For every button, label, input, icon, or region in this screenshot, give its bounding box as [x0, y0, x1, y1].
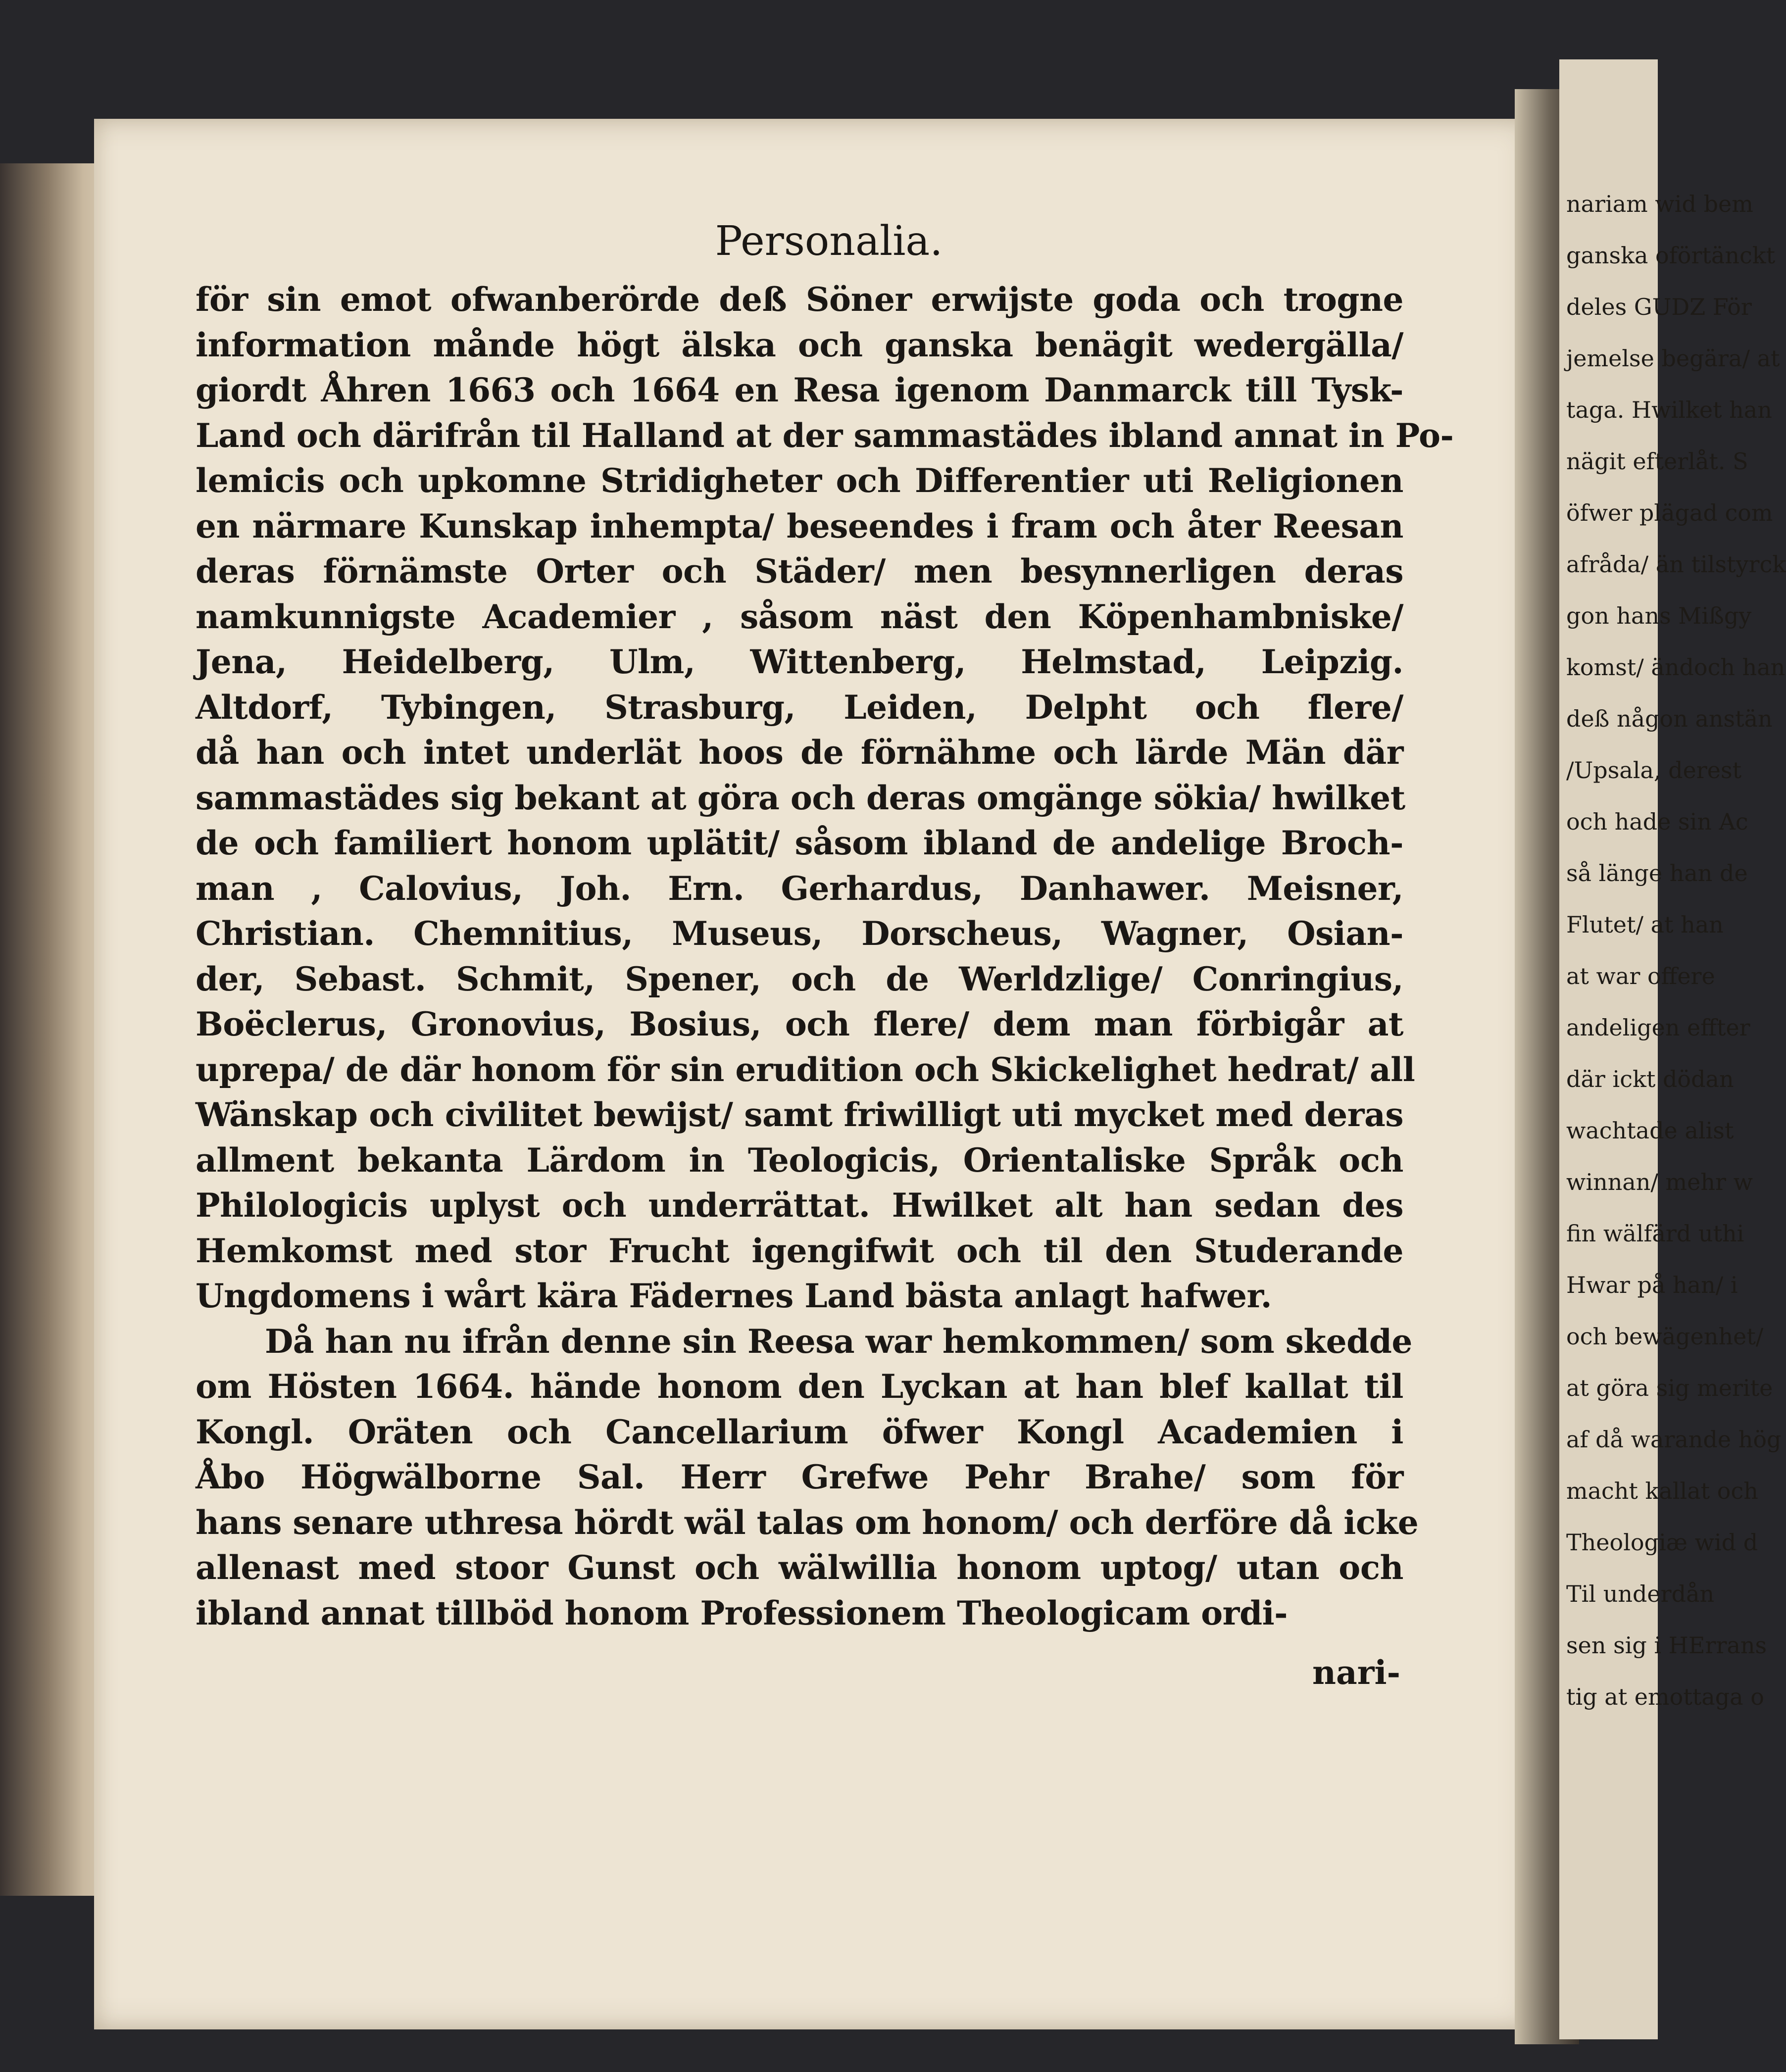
- text-line: Då han nu ifrån denne sin Reesa war hemkommen/ som skedde: [265, 1322, 1412, 1361]
- facing-page-line: jemelse begära/ at: [1566, 345, 1780, 372]
- text-line: namkunnigste Academier , såsom näst den Köpenhambniske/: [196, 597, 1403, 636]
- facing-page-line: tig at emottaga o: [1566, 1683, 1764, 1710]
- text-line: giordt Åhren 1663 och 1664 en Resa igenom Danmarck till Tysk-: [196, 371, 1403, 409]
- facing-page-line: at göra sig merite: [1566, 1375, 1773, 1401]
- facing-page-line: nägit efterlåt. S: [1566, 448, 1748, 475]
- text-line: lemicis och upkomne Stridigheter och Differentier uti Religionen: [196, 461, 1403, 500]
- text-line: Land och därifrån til Halland at der sammastädes ibland annat in Po-: [196, 416, 1454, 455]
- text-line: allenast med stoor Gunst och wälwillia honom uptog/ utan och: [196, 1548, 1403, 1587]
- facing-page-line: och bewägenhet/: [1566, 1323, 1764, 1350]
- text-line: Jena, Heidelberg, Ulm, Wittenberg, Helmstad, Leipzig.: [196, 642, 1403, 681]
- facing-page-line: gon hans Mißgy: [1566, 602, 1752, 629]
- text-line: Altdorf, Tybingen, Strasburg, Leiden, Delpht och flere/: [196, 688, 1403, 727]
- facing-page-line: deß någon anstän: [1566, 705, 1773, 732]
- paragraph: [196, 277, 1454, 1319]
- facing-page-line: sen sig i HErrans: [1566, 1632, 1767, 1659]
- text-line: hans senare uthresa hördt wäl talas om honom/ och derföre då icke: [196, 1503, 1419, 1542]
- text-line: uprepa/ de där honom för sin erudition och Skickelighet hedrat/ all: [196, 1050, 1415, 1089]
- text-line: Philologicis uplyst och underrättat. Hwilket alt han sedan des: [196, 1186, 1403, 1225]
- facing-page-text: [1566, 178, 1786, 1723]
- facing-page-line: och hade sin Ac: [1566, 808, 1748, 835]
- facing-page-line: ganska oförtänckt: [1566, 242, 1776, 269]
- text-line: en närmare Kunskap inhempta/ beseendes i fram och åter Reesan: [196, 506, 1403, 545]
- text-line: allment bekanta Lärdom in Teologicis, Orientaliske Språk och: [196, 1140, 1403, 1180]
- text-line: man , Calovius, Joh. Ern. Gerhardus, Danhawer. Meisner,: [196, 869, 1403, 908]
- text-line: information månde högt älska och ganska benägit wedergälla/: [196, 325, 1403, 364]
- facing-page-line: Theologiæ wid d: [1566, 1529, 1758, 1556]
- text-line: för sin emot ofwanberörde deß Söner erwijste goda och trogne: [196, 280, 1403, 319]
- facing-page: [1559, 59, 1786, 2039]
- running-head: Personalia.: [715, 218, 943, 265]
- facing-page-line: komst/ ändoch han: [1566, 654, 1786, 681]
- facing-page-line: af då warande hög: [1566, 1426, 1782, 1453]
- text-line: Boëclerus, Gronovius, Bosius, och flere/ dem man förbigår at: [196, 1005, 1403, 1043]
- facing-page-line: deles GUDZ För: [1566, 294, 1752, 320]
- catchword: nari-: [1312, 1653, 1400, 1692]
- facing-page-line: Hwar på han/ i: [1566, 1272, 1738, 1298]
- text-line: då han och intet underlät hoos de förnähme och lärde Män där: [196, 733, 1403, 772]
- text-line: Christian. Chemnitius, Museus, Dorscheus, Wagner, Osian-: [196, 914, 1403, 953]
- facing-page-line: fin wälfärd uthi: [1566, 1220, 1744, 1247]
- body-text: [196, 277, 1454, 1636]
- facing-page-line: så länge han de: [1566, 860, 1748, 887]
- facing-page-line: winnan/ mehr w: [1566, 1169, 1753, 1195]
- paragraph: [196, 1319, 1419, 1636]
- facing-page-line: taga. Hwilket han: [1566, 396, 1772, 423]
- facing-page-line: at war offere: [1566, 963, 1715, 989]
- facing-page-line: där ickt dödan: [1566, 1066, 1734, 1092]
- text-line: der, Sebast. Schmit, Spener, och de Werldzlige/ Conringius,: [196, 959, 1403, 998]
- text-line: ibland annat tillböd honom Professionem Theologicam ordi-: [196, 1593, 1288, 1632]
- text-line: om Hösten 1664. hände honom den Lyckan at han blef kallat til: [196, 1367, 1403, 1406]
- facing-page-line: öfwer plägad com: [1566, 499, 1773, 526]
- facing-page-line: Flutet/ at han: [1566, 911, 1724, 938]
- text-line: Åbo Högwälborne Sal. Herr Grefwe Pehr Brahe/ som för: [196, 1458, 1403, 1496]
- facing-page-line: macht kallat och: [1566, 1478, 1758, 1504]
- text-line: sammastädes sig bekant at göra och deras omgänge sökia/ hwilket: [196, 778, 1405, 817]
- facing-page-line: /Upsala, derest: [1566, 757, 1742, 784]
- text-line: Ungdomens i wårt kära Fädernes Land bästa anlagt hafwer.: [196, 1277, 1272, 1315]
- text-line: Kongl. Oräten och Cancellarium öfwer Kongl Academien i: [196, 1412, 1403, 1451]
- facing-page-line: afråda/ än tilstyrck: [1566, 551, 1786, 578]
- facing-page-line: andeligen effter: [1566, 1014, 1750, 1041]
- text-line: de och familiert honom uplätit/ såsom ibland de andelige Broch-: [196, 824, 1403, 862]
- text-line: deras förnämste Orter och Städer/ men besynnerligen deras: [196, 552, 1403, 591]
- facing-page-line: Til underdån: [1566, 1580, 1715, 1607]
- facing-page-line: nariam wid bem: [1566, 191, 1753, 217]
- text-line: Wänskap och civilitet bewijst/ samt friwilligt uti mycket med deras: [196, 1095, 1403, 1134]
- text-line: Hemkomst med stor Frucht igengifwit och til den Studerande: [196, 1231, 1403, 1270]
- facing-page-line: wachtade alist: [1566, 1117, 1734, 1144]
